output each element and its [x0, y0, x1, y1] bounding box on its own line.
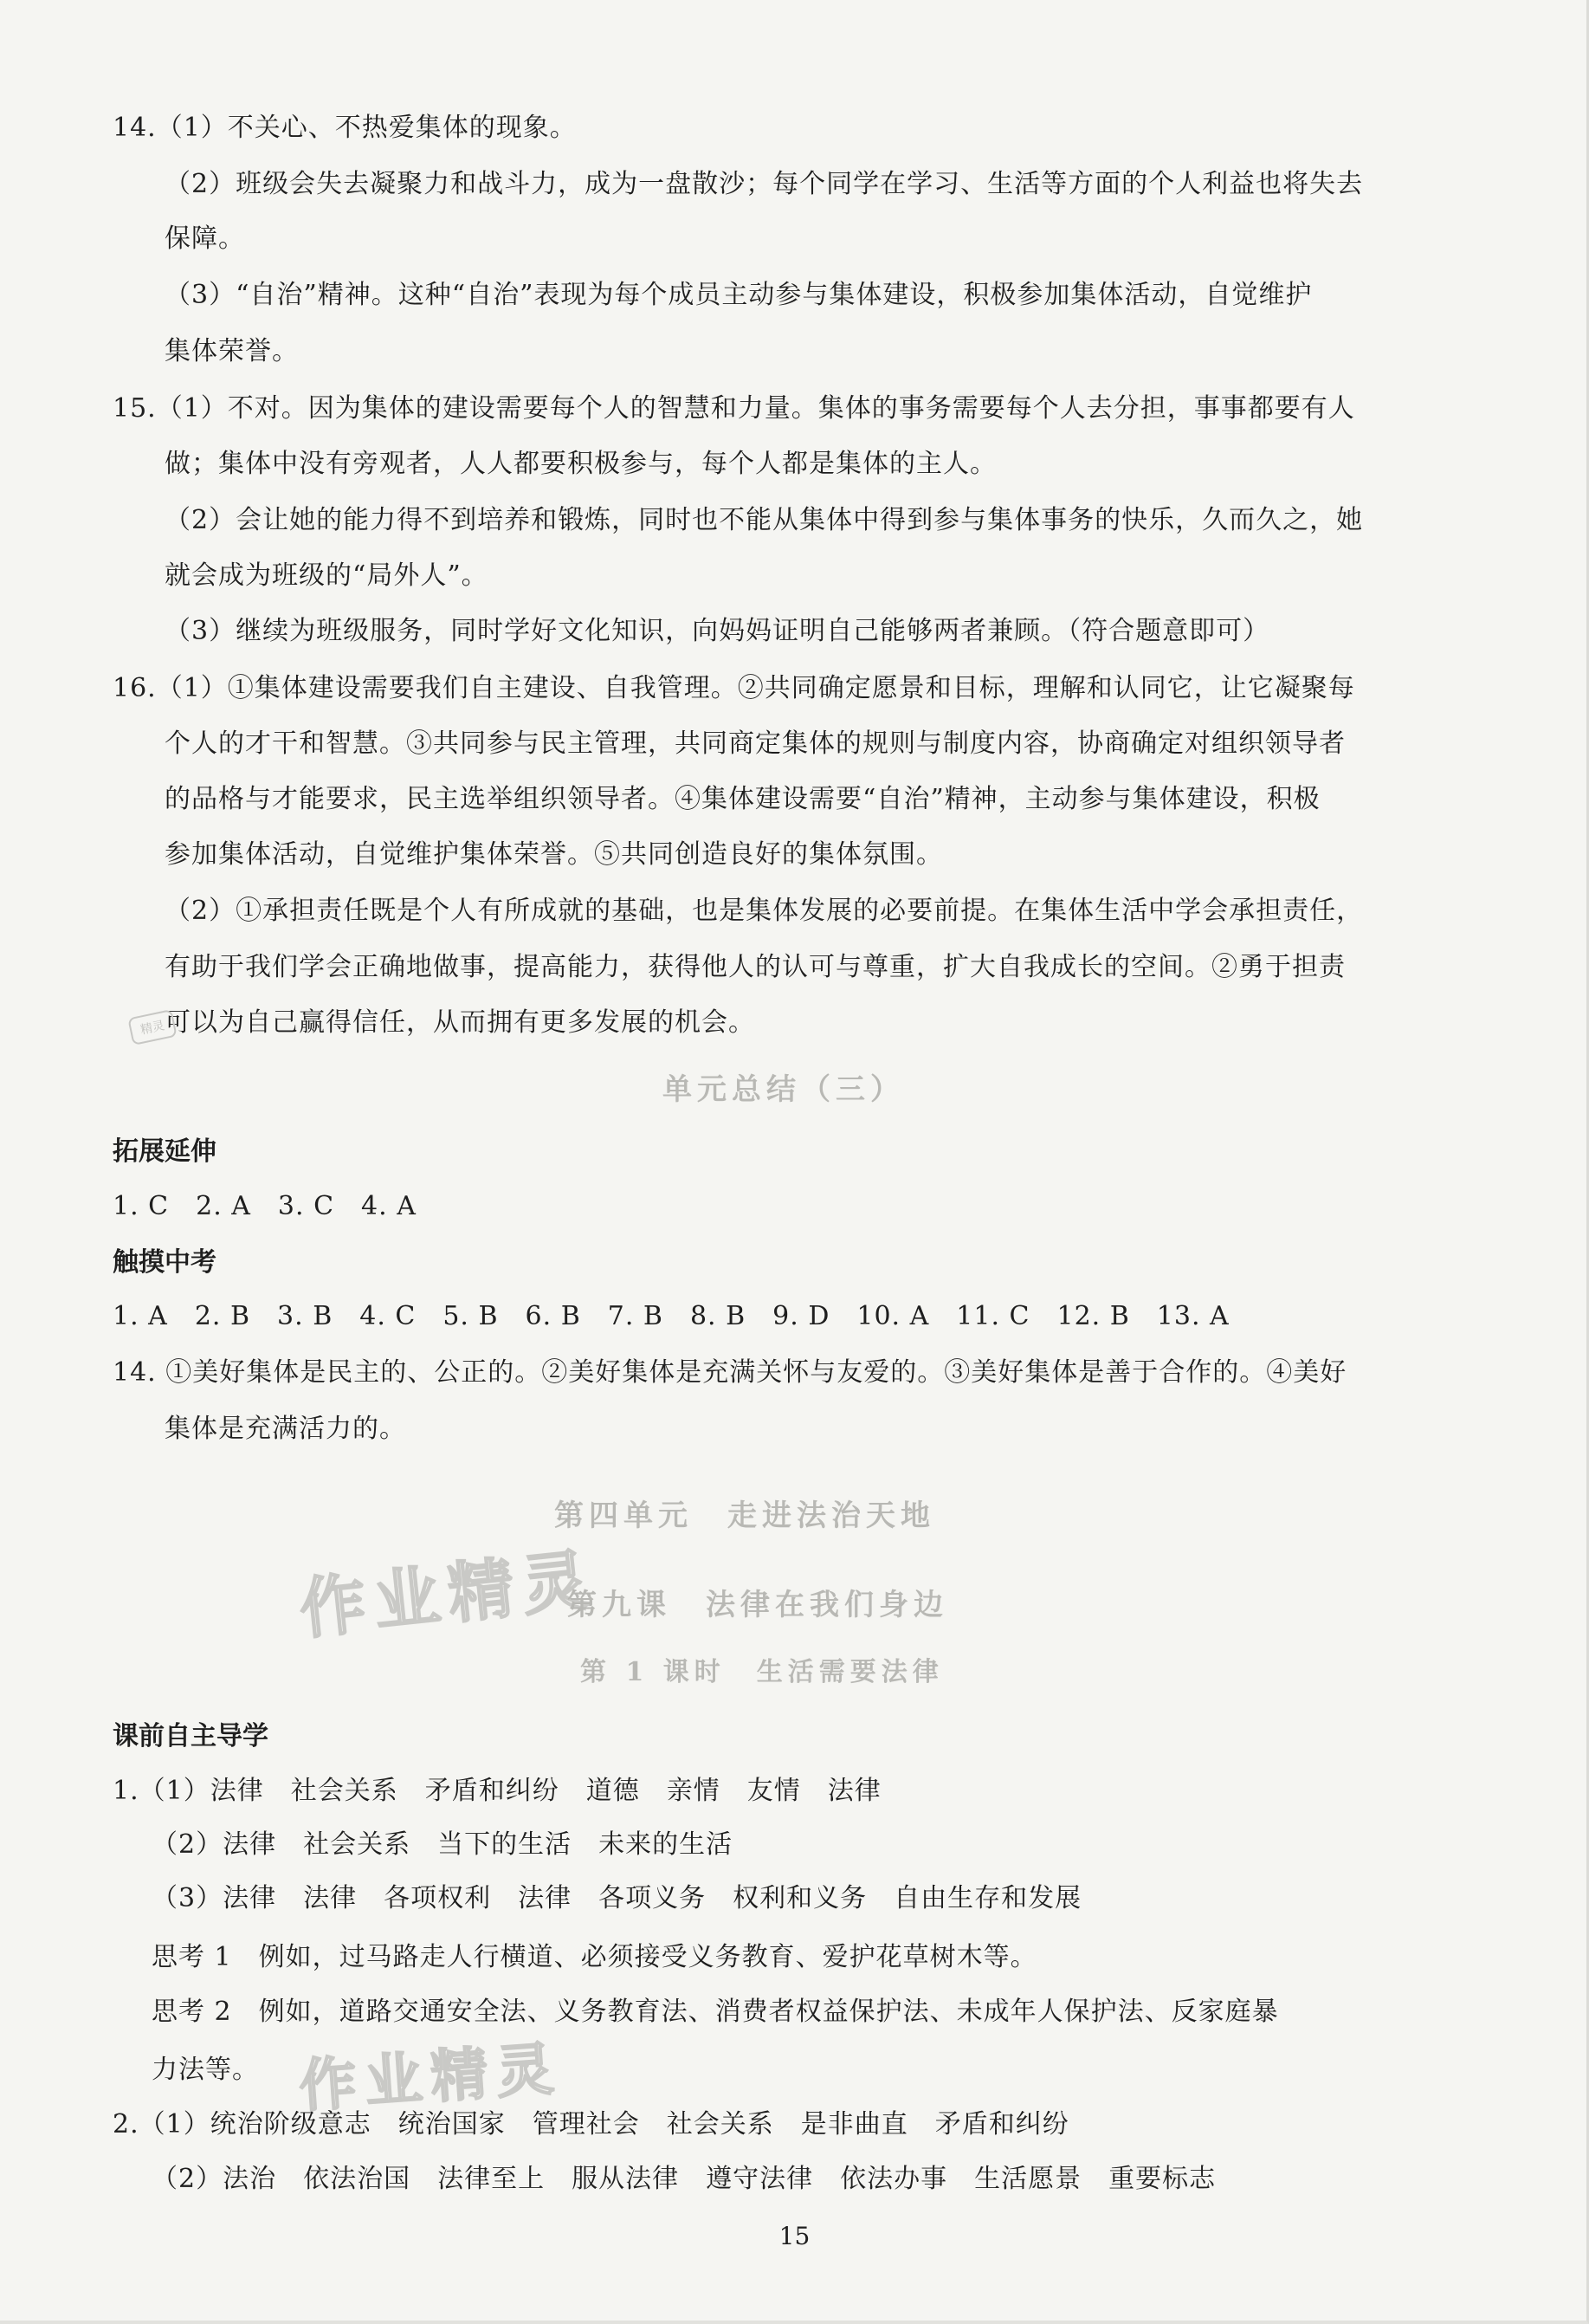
answer-line: （2）法治 依法治国 法律至上 服从法律 遵守法律 依法办事 生活愿景 重要标志	[152, 2164, 1217, 2194]
answer-line: （2）①承担责任既是个人有所成就的基础，也是集体发展的必要前提。在集体生活中学会承担责任，	[165, 896, 1364, 926]
answer-line: 有助于我们学会正确地做事，提高能力，获得他人的认可与尊重，扩大自我成长的空间。②勇于担责	[165, 952, 1346, 982]
answer-line: 16.（1）①集体建设需要我们自主建设、自我管理。②共同确定愿景和目标，理解和认同它，让它凝聚每	[113, 673, 1355, 703]
unit-title: 第四单元 走进法治天地	[554, 1499, 935, 1533]
answer-line: （2）法律 社会关系 当下的生活 未来的生活	[152, 1829, 733, 1860]
section-heading-preview: 课前自主导学	[113, 1721, 268, 1751]
answer-line: 14. ①美好集体是民主的、公正的。②美好集体是充满关怀与友爱的。③美好集体是善于合作的。④美好	[113, 1357, 1347, 1388]
answer-line: 可以为自己赢得信任，从而拥有更多发展的机会。	[165, 1007, 755, 1038]
section-heading-expand: 拓展延伸	[113, 1136, 216, 1167]
answer-line: 15.（1）不对。因为集体的建设需要每个人的智慧和力量。集体的事务需要每个人去分担，事事都要有人	[113, 393, 1355, 424]
answer-line: 14.（1）不关心、不热爱集体的现象。	[113, 113, 577, 143]
answer-line: 集体是充满活力的。	[165, 1414, 406, 1444]
answer-line: 就会成为班级的“局外人”。	[165, 560, 488, 591]
answer-list: 1. A 2. B 3. B 4. C 5. B 6. B 7. B 8. B 9. D 10. A 11. C 12. B 13. A	[113, 1301, 1230, 1331]
answer-line: （3）“自治”精神。这种“自治”表现为每个成员主动参与集体建设，积极参加集体活动，自觉维护	[165, 280, 1313, 310]
unit-summary-title: 单元总结（三）	[662, 1072, 905, 1107]
watermark: 作业精灵	[295, 1540, 601, 1648]
answer-line: 集体荣誉。	[165, 336, 299, 366]
answer-line: 个人的才干和智慧。③共同参与民主管理，共同商定集体的规则与制度内容，协商确定对组织领导者	[165, 728, 1346, 759]
section-heading-exam: 触摸中考	[113, 1247, 216, 1278]
answer-line: 的品格与才能要求，民主选举组织领导者。④集体建设需要“自治”精神，主动参与集体建设，积极	[165, 784, 1321, 814]
answer-line: 做；集体中没有旁观者，人人都要积极参与，每个人都是集体的主人。	[165, 449, 997, 479]
answer-line: （3）继续为班级服务，同时学好文化知识，向妈妈证明自己能够两者兼顾。（符合题意即可）	[165, 616, 1270, 646]
answer-line: 保障。	[165, 223, 245, 254]
page-number: 15	[778, 2222, 811, 2250]
period-title: 第 1 课时 生活需要法律	[580, 1657, 944, 1687]
answer-list: 1. C 2. A 3. C 4. A	[113, 1191, 417, 1221]
answer-line: 2.（1）统治阶级意志 统治国家 管理社会 社会关系 是非曲直 矛盾和纠纷	[113, 2109, 1069, 2140]
answer-line: 力法等。	[152, 2055, 259, 2085]
answer-line: （2）班级会失去凝聚力和战斗力，成为一盘散沙；每个同学在学习、生活等方面的个人利益也将失去	[165, 169, 1364, 199]
answer-line: 思考 1 例如，过马路走人行横道、必须接受义务教育、爱护花草树木等。	[152, 1942, 1037, 1972]
answer-line: 思考 2 例如，道路交通安全法、义务教育法、消费者权益保护法、未成年人保护法、反家庭暴	[152, 1997, 1279, 2027]
answer-line: 1.（1）法律 社会关系 矛盾和纠纷 道德 亲情 友情 法律	[113, 1776, 882, 1806]
answer-line: 参加集体活动，自觉维护集体荣誉。⑤共同创造良好的集体氛围。	[165, 839, 943, 870]
answer-line: （3）法律 法律 各项权利 法律 各项义务 权利和义务 自由生存和发展	[152, 1883, 1082, 1913]
watermark: 作业精灵	[297, 2035, 565, 2120]
answer-line: （2）会让她的能力得不到培养和锻炼，同时也不能从集体中得到参与集体事务的快乐，久而久之，她	[165, 505, 1364, 535]
lesson-title: 第九课 法律在我们身边	[567, 1588, 948, 1622]
stamp-watermark: 精灵	[127, 1009, 178, 1045]
